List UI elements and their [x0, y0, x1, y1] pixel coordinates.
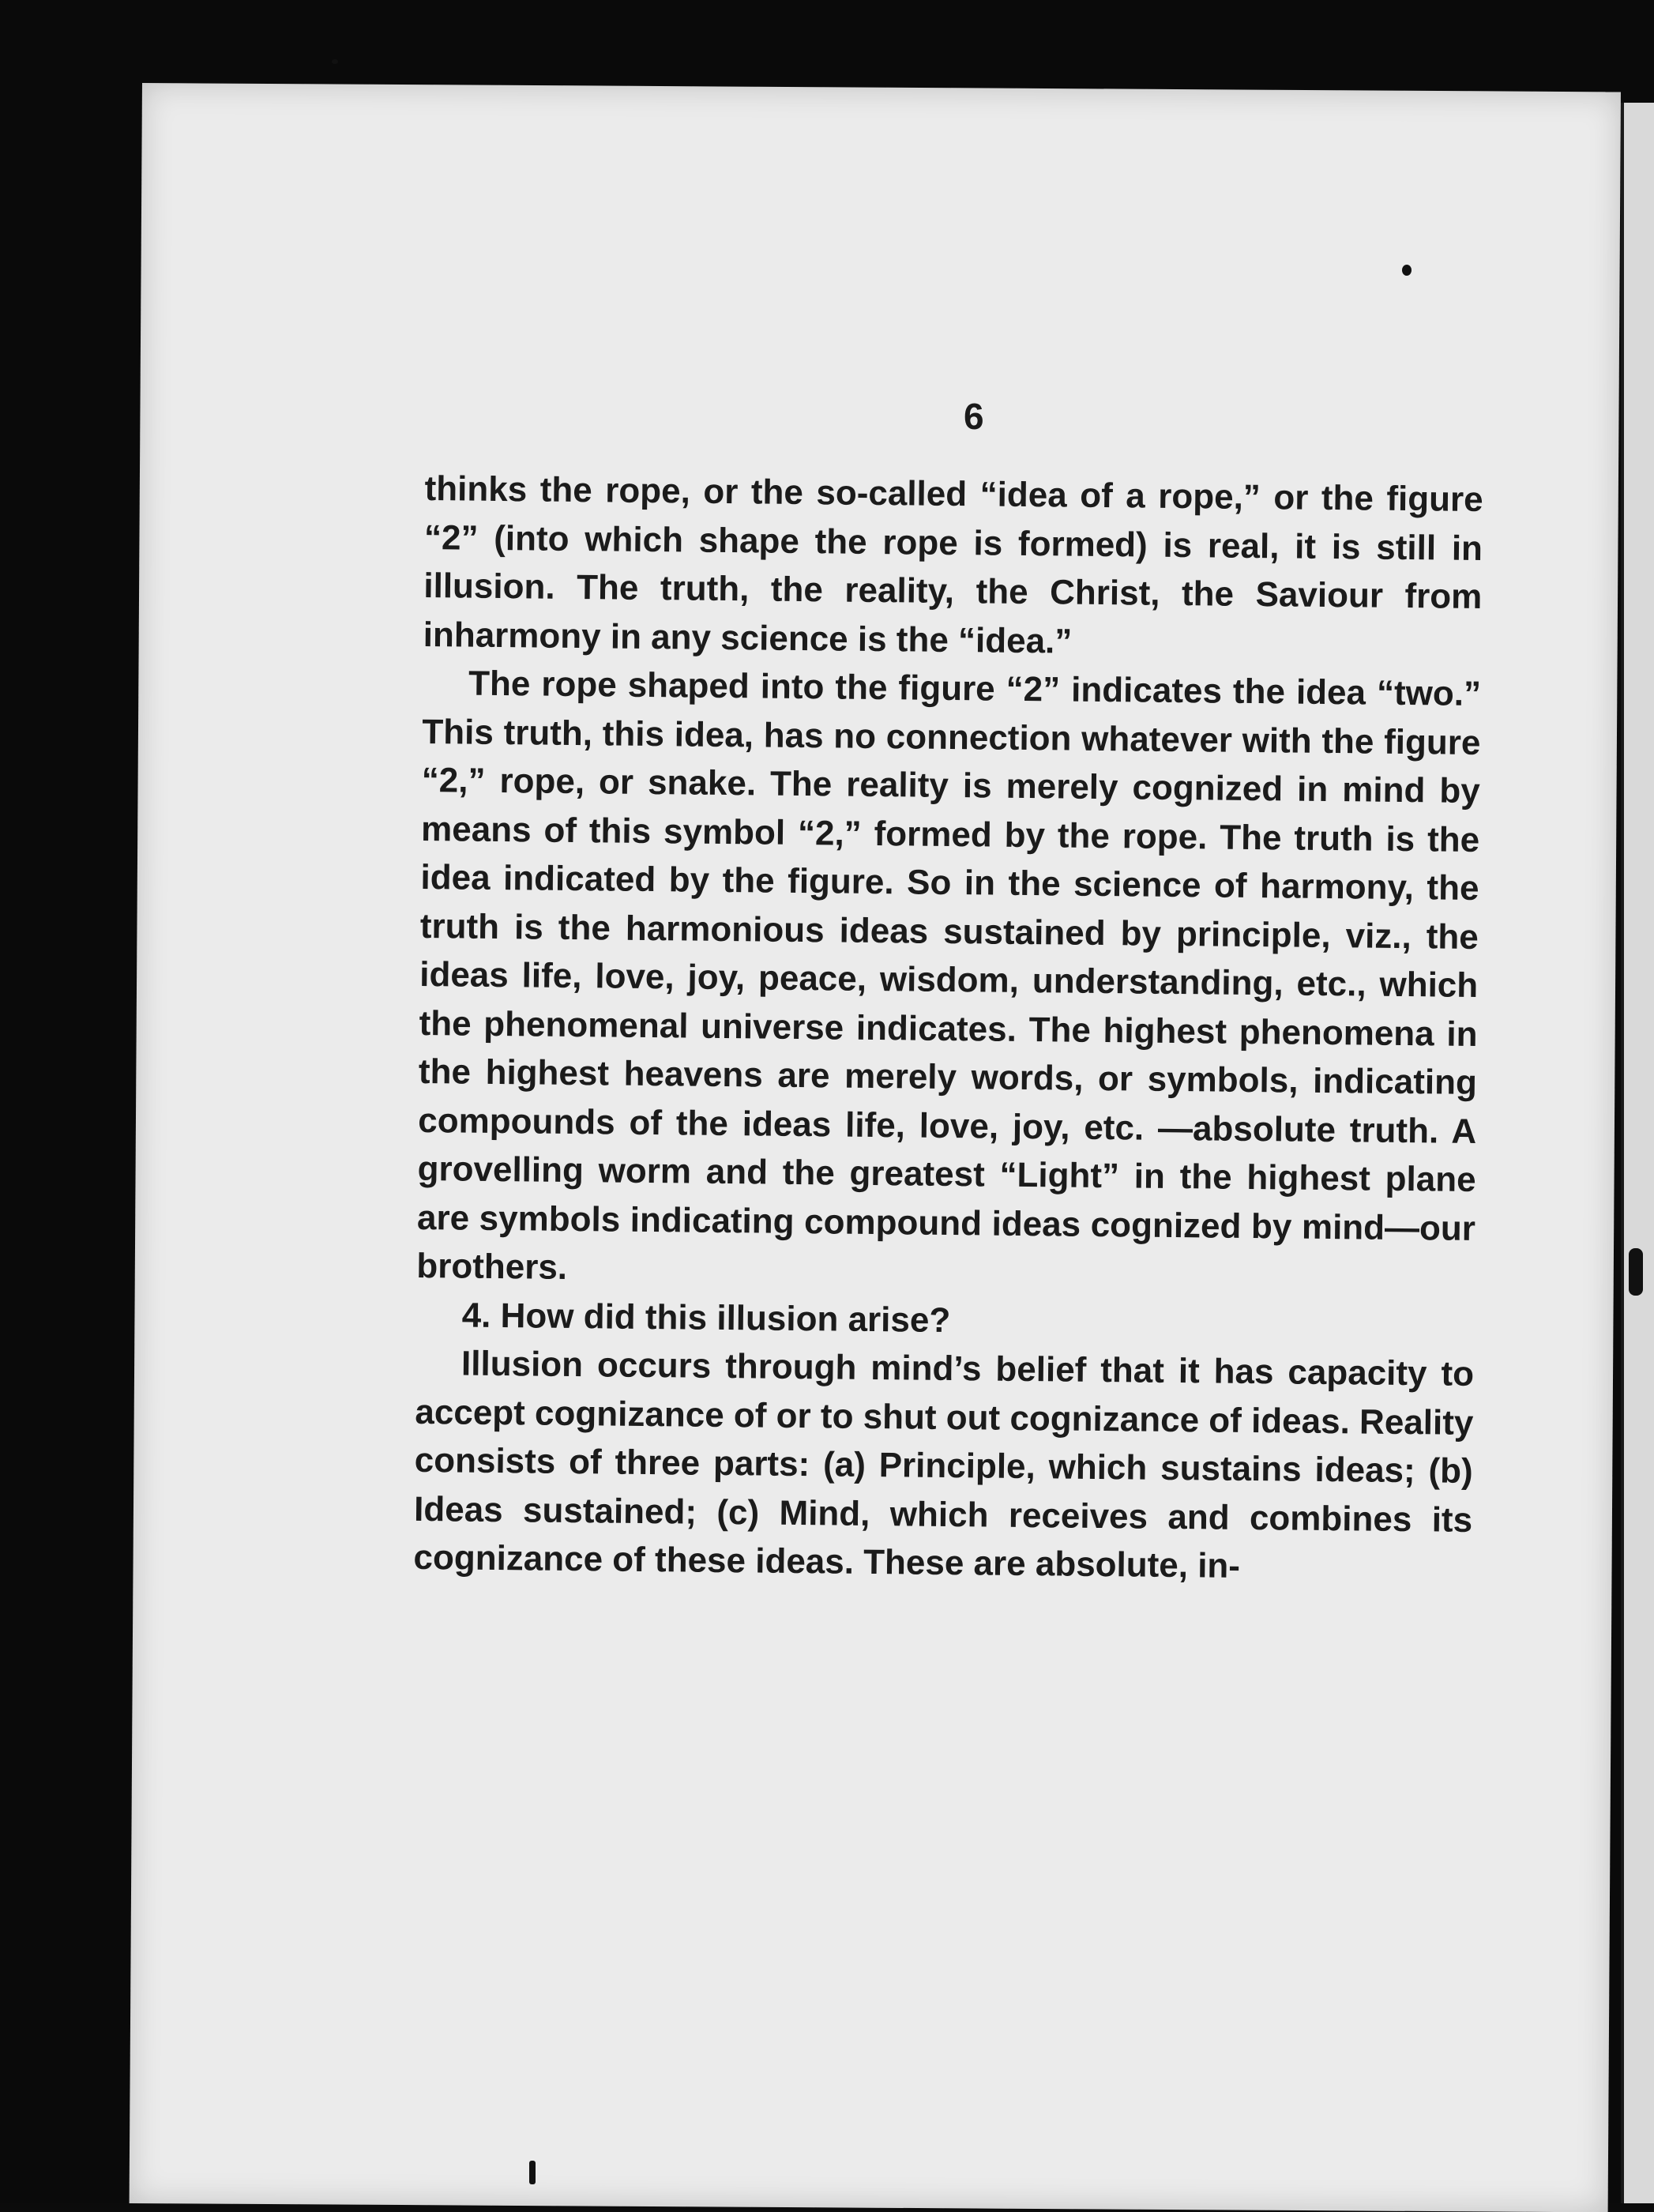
dust-speck — [1629, 1248, 1643, 1296]
paragraph: thinks the rope, or the so-called “idea of a rope,” or the figure “2” (into which shape the rope is formed) is real, it is still in illusion. The truth, the reality, the Christ, the Saviour from inharmony in any science is the “idea.” — [423, 468, 1483, 661]
paragraph: The rope shaped into the figure “2” indicates the idea “two.” This truth, this idea, has no connection whatever with the figure “2,” rope, or snake. The reality is merely cognized in mind by means of this symbol “2,” formed by the rope. The truth is the idea indicated by the figure. So in the science of harmony, the truth is the harmonious ideas sustained by principle, viz., the ideas life, love, joy, peace, wisdom, understanding, etc., which the phenomenal universe indicates. The highest phenomena in the highest heavens are merely words, or symbols, indicating compounds of the ideas life, love, joy, etc. —absolute truth. A grovelling worm and the greatest “Light” in the highest plane are symbols indicating compound ideas cognized by mind—our brothers. — [416, 664, 1482, 1287]
dust-speck — [332, 59, 338, 64]
dust-speck — [529, 2161, 536, 2184]
page-number: 6 — [964, 396, 984, 437]
dust-speck — [1402, 265, 1412, 276]
body-text — [413, 465, 1483, 1593]
paragraph: Illusion occurs through mind’s belief that it has capacity to accept cognizance of or to shut out cognizance of ideas. Reality consists of three parts: (a) Principle, which sustains ideas; (b) Ideas sustained; (c) Mind, which receives and combines its cognizance of these ideas. These are absolute, in- — [413, 1344, 1475, 1586]
adjacent-page-edge — [1621, 103, 1654, 2203]
question-heading: 4. How did this illusion arise? — [461, 1296, 951, 1340]
